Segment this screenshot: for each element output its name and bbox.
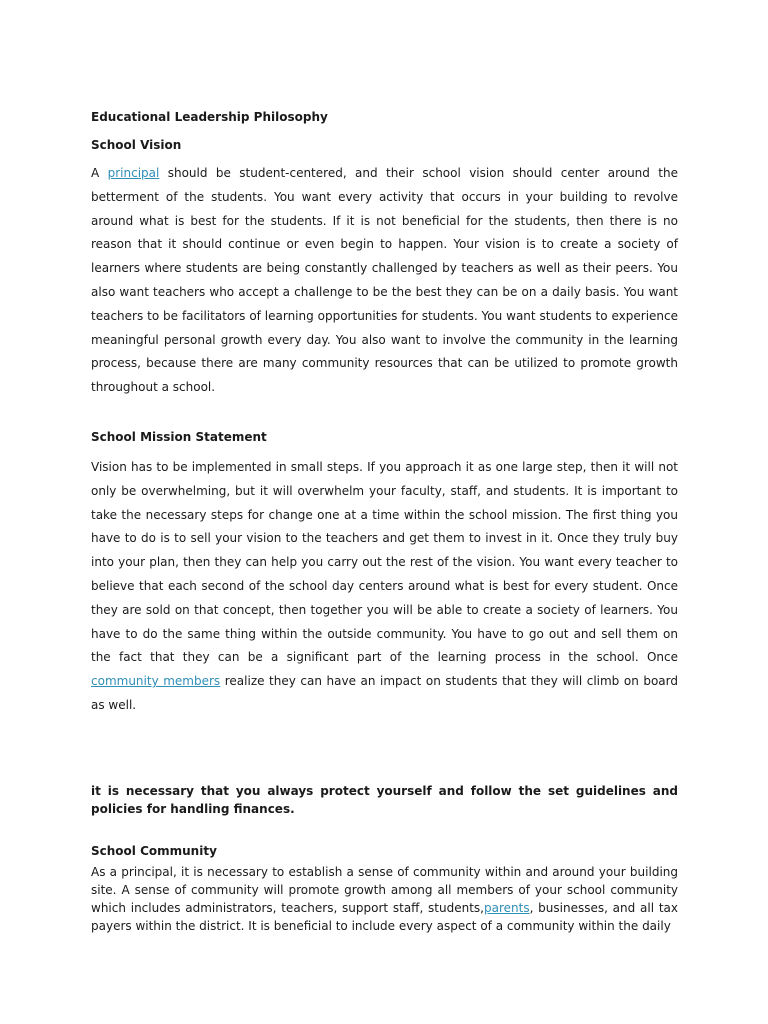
paragraph-text: Vision has to be implemented in small steps. If you approach it as one large step, then it will not only be overwhelming, but it will overwhelm your faculty, staff, and students. It is important to take the necessary steps for change one at a time within the school mission. The first thing you have to do is to sell your vision to the teachers and get them to invest in it. Once they truly buy into your plan, then they can help you carry out the rest of the vision. You want every teacher to believe that each second of the school day centers around what is best for every student. Once they are sold on that concept, then together you will be able to create a society of learners. You have to do the same thing within the outside community. You have to go out and sell them on the fact that they can be a significant part of the learning process in the school. Once (91, 460, 678, 665)
link-principal[interactable]: principal (107, 166, 160, 180)
paragraph-finance-note: it is necessary that you always protect yourself and follow the set guidelines and policies for handling finances. (91, 784, 678, 817)
paragraph-text: realize they can have an impact on students that they will climb on board as well. (91, 674, 679, 712)
document-page (91, 0, 678, 1024)
paragraph-school-community (91, 863, 678, 935)
paragraph-school-mission (91, 456, 678, 718)
paragraph-school-vision (91, 162, 678, 400)
heading-school-community: School Community (91, 844, 217, 858)
paragraph-text: As a principal, it is necessary to establish a sense of community within and around your building site. A sense of community will promote growth among all members of your school community which includes administrators, teachers, support staff, students, (91, 865, 678, 916)
heading-school-mission: School Mission Statement (91, 430, 267, 444)
link-community-members[interactable]: community members (91, 674, 221, 689)
paragraph-text: A (91, 166, 108, 180)
paragraph-text: , businesses, and all tax payers within the district. It is beneficial to include every aspect of a community within the daily (91, 901, 678, 934)
link-parents[interactable]: parents (483, 901, 530, 916)
document-title: Educational Leadership Philosophy (91, 110, 328, 124)
paragraph-text: should be student-centered, and their school vision should center around the betterment of the students. You want every activity that occurs in your building to revolve around what is best for the students. If it is not beneficial for the students, then there is no reason that it should continue or even begin to happen. Your vision is to create a society of learners where students are being constantly challenged by teachers as well as their peers. You also want teachers who accept a challenge to be the best they can be on a daily basis. You want teachers to be facilitators of learning opportunities for students. You want students to experience meaningful personal growth every day. You also want to involve the community in the learning process, because there are many community resources that can be utilized to promote growth throughout a school. (91, 166, 678, 395)
heading-school-vision: School Vision (91, 138, 182, 152)
